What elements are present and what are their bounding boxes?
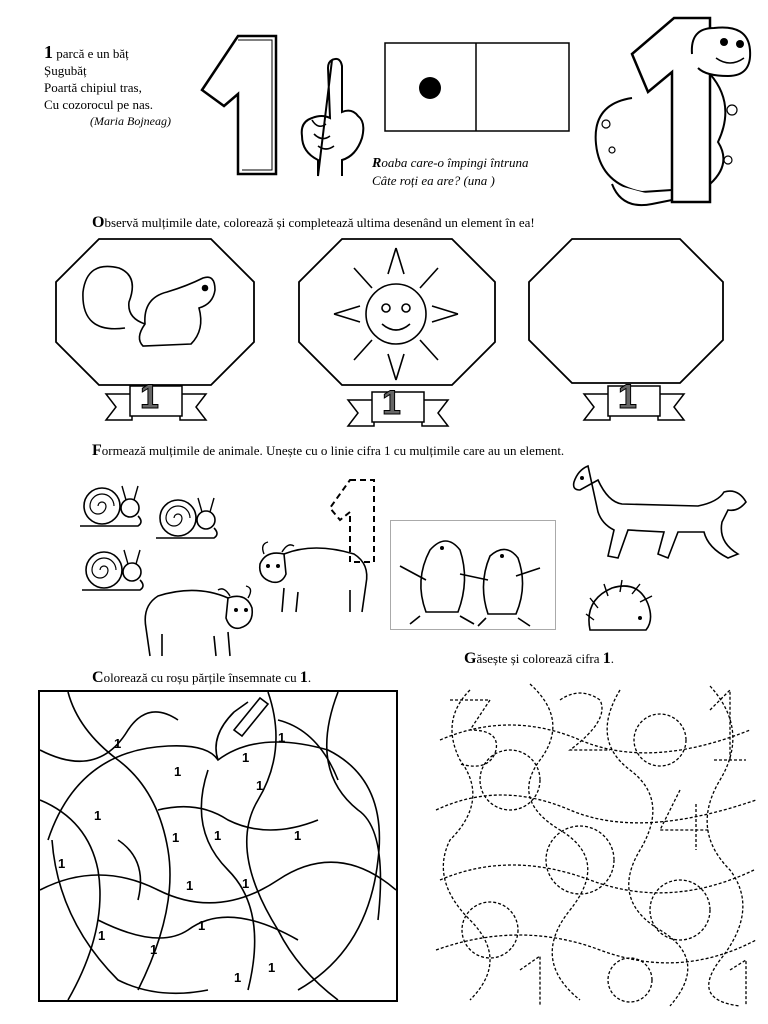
mosaic-mark-8: 1 xyxy=(214,828,222,843)
ribbon-digit-3: 1 xyxy=(618,378,637,416)
horse-picture xyxy=(568,462,752,570)
mosaic-mark-6: 1 xyxy=(172,830,180,845)
dashed-digit-one xyxy=(326,476,380,566)
poem xyxy=(44,44,171,130)
ribbon-label-3 xyxy=(582,374,686,428)
coloring-mosaic-apple[interactable] xyxy=(38,690,398,1002)
ribbon-digit-1: 1 xyxy=(140,378,159,416)
mosaic-mark-13: 1 xyxy=(98,928,106,943)
mosaic-mark-11: 1 xyxy=(186,878,194,893)
task-color-text: Colorează cu roșu părțile însemnate cu 1. xyxy=(92,669,312,686)
poem-author: (Maria Bojneag) xyxy=(90,114,171,128)
ribbon-label-2 xyxy=(346,380,450,434)
poem-digit: 1 xyxy=(44,42,53,62)
riddle xyxy=(372,154,529,189)
poem-line-2: Șugubăț xyxy=(44,63,87,78)
mosaic-mark-7: 1 xyxy=(256,778,264,793)
hand-one-finger-icon xyxy=(296,56,374,178)
ribbon-digit-2: 1 xyxy=(382,384,401,422)
task-form xyxy=(92,442,564,460)
mosaic-mark-14: 1 xyxy=(150,942,158,957)
mosaic-mark-5: 1 xyxy=(94,808,102,823)
mosaic-mark-4: 1 xyxy=(242,750,250,765)
poem-line-1-rest: parcă e un băț xyxy=(56,46,129,61)
snail-picture-2 xyxy=(150,488,224,544)
ribbon-label-1 xyxy=(104,374,208,428)
domino-one-dot xyxy=(384,42,570,132)
task-observe-text: Observă mulțimile date, colorează și completează ultima desenând un element în ea! xyxy=(92,214,535,231)
task-find-text: Găsește și colorează cifra 1. xyxy=(464,650,615,667)
poem-line-3: Poartă chipiul tras, xyxy=(44,80,142,95)
hedgehog-picture xyxy=(582,580,658,640)
mosaic-mark-10: 1 xyxy=(58,856,66,871)
mosaic-mark-1: 1 xyxy=(114,736,122,751)
mosaic-mark-15: 1 xyxy=(198,918,206,933)
set-empty[interactable] xyxy=(528,238,724,384)
set-sun xyxy=(298,238,496,386)
task-find xyxy=(464,650,614,668)
dragon-with-digit-one-picture xyxy=(582,14,762,210)
mosaic-mark-9: 1 xyxy=(294,828,302,843)
mosaic-mark-3: 1 xyxy=(278,730,286,745)
mosaic-mark-17: 1 xyxy=(234,970,242,985)
riddle-line-2: Câte roți ea are? (una ) xyxy=(372,173,495,188)
snail-picture-1 xyxy=(74,476,148,532)
mosaic-mark-16: 1 xyxy=(268,960,276,975)
hidden-digits-puzzle[interactable] xyxy=(430,680,762,1010)
task-observe xyxy=(92,214,535,232)
penguins-picture xyxy=(390,520,556,630)
big-outline-digit-one xyxy=(188,34,286,178)
task-color xyxy=(92,669,311,687)
poem-line-4: Cu cozorocul pe nas. xyxy=(44,97,154,112)
mosaic-mark-2: 1 xyxy=(174,764,182,779)
riddle-line-1: Roaba care-o împingi întruna xyxy=(372,155,529,171)
bison-picture-2 xyxy=(136,576,258,662)
task-form-text: Formează mulțimile de animale. Unește cu o linie cifra 1 cu mulțimile care au un element. xyxy=(92,442,565,459)
set-squirrel xyxy=(55,238,255,386)
mosaic-mark-12: 1 xyxy=(242,876,250,891)
